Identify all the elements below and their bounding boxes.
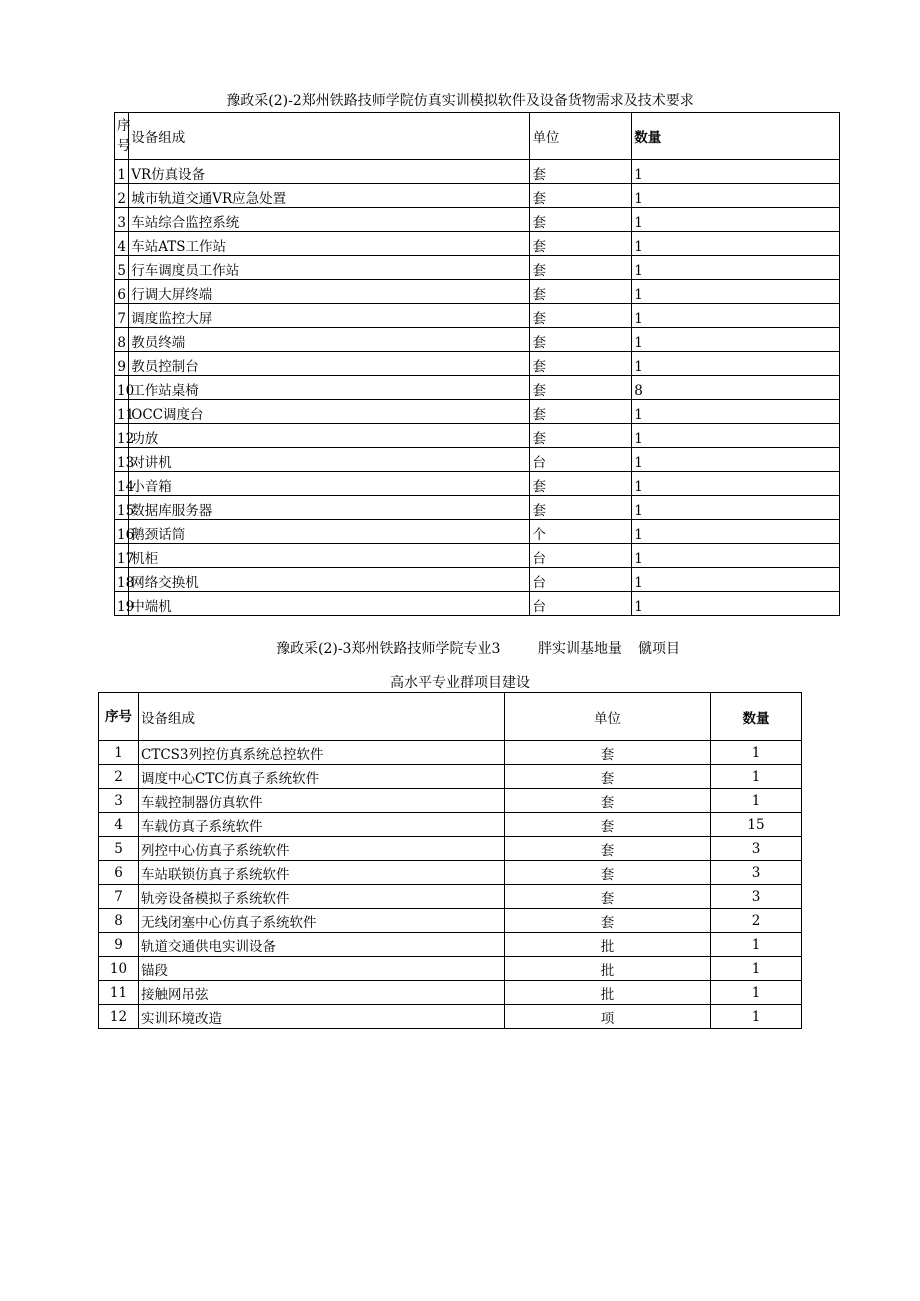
table-row [99,933,802,957]
row-no: 2 [99,765,139,789]
row-component: 功放 [129,424,530,448]
table-row [99,909,802,933]
row-no: 14 [115,472,129,496]
row-qty: 1 [632,592,840,616]
table-row [115,448,840,472]
row-unit: 批 [505,933,711,957]
table-row [99,885,802,909]
row-no: 12 [99,1005,139,1029]
header-no: 序号 [115,113,129,160]
row-no: 1 [99,741,139,765]
row-no: 16 [115,520,129,544]
table-row [99,765,802,789]
row-unit: 台 [530,568,632,592]
row-component: 网络交换机 [129,568,530,592]
row-no: 12 [115,424,129,448]
row-qty: 1 [711,741,802,765]
row-unit: 套 [505,837,711,861]
row-component: 实训环境改造 [139,1005,505,1029]
table-row [115,592,840,616]
row-unit: 套 [530,232,632,256]
equipment-table-1 [114,112,840,616]
row-qty: 1 [632,448,840,472]
row-component: 车载控制器仿真软件 [139,789,505,813]
table-row [115,328,840,352]
row-component: 数据库服务器 [129,496,530,520]
row-no: 10 [99,957,139,981]
row-qty: 1 [632,256,840,280]
row-no: 2 [115,184,129,208]
row-component: 教员终端 [129,328,530,352]
table-row [115,184,840,208]
table2-title-part2: 胖实训基地量 [538,641,622,657]
row-no: 11 [99,981,139,1005]
table2-title-part3: 僦项目 [638,641,680,657]
row-component: OCC调度台 [129,400,530,424]
row-no: 3 [99,789,139,813]
table-row [99,837,802,861]
row-no: 9 [99,933,139,957]
row-component: 车站联锁仿真子系统软件 [139,861,505,885]
row-no: 5 [115,256,129,280]
row-component: 对讲机 [129,448,530,472]
row-no: 9 [115,352,129,376]
header-component: 设备组成 [139,693,505,741]
table-row [115,400,840,424]
row-unit: 批 [505,981,711,1005]
row-no: 7 [99,885,139,909]
header-qty: 数量 [632,113,840,160]
row-unit: 套 [505,813,711,837]
row-component: 行调大屏终端 [129,280,530,304]
row-unit: 套 [530,352,632,376]
row-qty: 15 [711,813,802,837]
row-qty: 1 [632,160,840,184]
row-component: 车站ATS工作站 [129,232,530,256]
row-qty: 1 [632,184,840,208]
row-unit: 套 [530,376,632,400]
row-qty: 1 [711,1005,802,1029]
row-unit: 项 [505,1005,711,1029]
row-component: 调度中心CTC仿真子系统软件 [139,765,505,789]
row-component: 车站综合监控系统 [129,208,530,232]
row-unit: 套 [505,861,711,885]
row-component: 教员控制台 [129,352,530,376]
row-unit: 台 [530,448,632,472]
row-no: 8 [115,328,129,352]
table-row [99,813,802,837]
table-row [115,160,840,184]
row-no: 6 [99,861,139,885]
row-qty: 1 [632,400,840,424]
table-row [115,280,840,304]
row-qty: 1 [632,304,840,328]
table-row [115,568,840,592]
row-unit: 台 [530,592,632,616]
row-unit: 套 [530,160,632,184]
table-row [99,789,802,813]
table-row [99,1005,802,1029]
row-component: 轨旁设备模拟子系统软件 [139,885,505,909]
table1-header-row [115,113,840,160]
row-unit: 套 [530,208,632,232]
table2-header-row [99,693,802,741]
table-row [115,472,840,496]
row-no: 13 [115,448,129,472]
row-no: 6 [115,280,129,304]
table-row [115,520,840,544]
row-qty: 1 [632,328,840,352]
row-no: 7 [115,304,129,328]
row-qty: 1 [632,208,840,232]
row-qty: 1 [632,280,840,304]
row-component: 接触网吊弦 [139,981,505,1005]
row-unit: 套 [530,256,632,280]
table-row [99,861,802,885]
row-qty: 1 [632,424,840,448]
row-no: 1 [115,160,129,184]
row-component: CTCS3列控仿真系统总控软件 [139,741,505,765]
row-qty: 3 [711,861,802,885]
row-component: 轨道交通供电实训设备 [139,933,505,957]
row-unit: 批 [505,957,711,981]
table-row [115,256,840,280]
row-no: 15 [115,496,129,520]
row-unit: 个 [530,520,632,544]
table-row [115,232,840,256]
row-qty: 1 [632,352,840,376]
table-row [99,741,802,765]
row-no: 5 [99,837,139,861]
row-qty: 1 [711,957,802,981]
row-component: VR仿真设备 [129,160,530,184]
row-unit: 套 [530,400,632,424]
row-qty: 3 [711,885,802,909]
header-no: 序号 [99,693,139,741]
row-component: 锚段 [139,957,505,981]
row-qty: 1 [711,981,802,1005]
row-no: 10 [115,376,129,400]
row-component: 调度监控大屏 [129,304,530,328]
row-no: 11 [115,400,129,424]
table-row [99,957,802,981]
row-unit: 套 [505,909,711,933]
row-unit: 套 [530,496,632,520]
row-unit: 套 [505,789,711,813]
table2-title [114,638,840,660]
row-component: 鹅颈话筒 [129,520,530,544]
table-row [115,352,840,376]
table2-subtitle: 高水平专业群项目建设 [390,675,530,691]
row-component: 行车调度员工作站 [129,256,530,280]
row-qty: 1 [711,933,802,957]
table-row [115,376,840,400]
row-qty: 1 [711,789,802,813]
header-unit: 单位 [530,113,632,160]
row-no: 4 [115,232,129,256]
table1-title: 豫政采(2)-2郑州铁路技师学院仿真实训模拟软件及设备货物需求及技术要求 [226,93,694,109]
row-unit: 套 [505,885,711,909]
row-component: 城市轨道交通VR应急处置 [129,184,530,208]
row-qty: 1 [632,496,840,520]
row-unit: 套 [505,741,711,765]
row-component: 小音箱 [129,472,530,496]
row-no: 4 [99,813,139,837]
table-row [115,208,840,232]
header-component: 设备组成 [129,113,530,160]
row-qty: 1 [632,472,840,496]
row-unit: 套 [530,328,632,352]
table-row [115,304,840,328]
row-no: 18 [115,568,129,592]
table-row [99,981,802,1005]
row-qty: 2 [711,909,802,933]
header-unit: 单位 [505,693,711,741]
row-unit: 套 [530,424,632,448]
row-unit: 套 [530,184,632,208]
equipment-table-2 [98,692,802,1029]
row-no: 8 [99,909,139,933]
row-qty: 3 [711,837,802,861]
row-component: 中端机 [129,592,530,616]
row-qty: 1 [632,568,840,592]
table-row [115,496,840,520]
row-no: 19 [115,592,129,616]
row-unit: 台 [530,544,632,568]
row-unit: 套 [530,472,632,496]
row-qty: 1 [632,232,840,256]
row-component: 工作站桌椅 [129,376,530,400]
row-no: 17 [115,544,129,568]
row-component: 机柜 [129,544,530,568]
row-unit: 套 [530,280,632,304]
row-qty: 8 [632,376,840,400]
row-unit: 套 [505,765,711,789]
row-component: 列控中心仿真子系统软件 [139,837,505,861]
row-qty: 1 [711,765,802,789]
row-component: 车载仿真子系统软件 [139,813,505,837]
row-qty: 1 [632,520,840,544]
table-row [115,544,840,568]
header-qty: 数量 [711,693,802,741]
row-component: 无线闭塞中心仿真子系统软件 [139,909,505,933]
table-row [115,424,840,448]
row-qty: 1 [632,544,840,568]
table2-title-part1: 豫政采(2)-3郑州铁路技师学院专业3 [276,641,501,657]
row-no: 3 [115,208,129,232]
row-unit: 套 [530,304,632,328]
